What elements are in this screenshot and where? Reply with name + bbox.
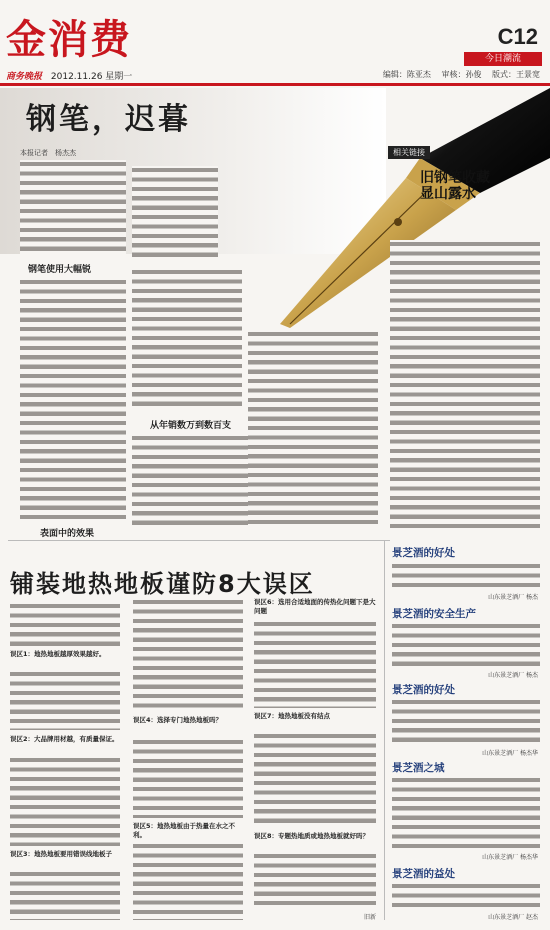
story1-column-1 <box>20 160 126 256</box>
story2-intro <box>10 602 120 646</box>
story2-q3: 误区3：地热地板要用错误线地板子 <box>10 850 113 858</box>
story2-q1: 误区1：地热地板越厚效果越好。 <box>10 650 106 658</box>
story2-a1 <box>10 670 120 730</box>
column-divider <box>384 540 385 920</box>
right-article-1-text <box>392 562 540 590</box>
story1-column-1b <box>20 278 126 522</box>
proofreader: 审核：孙俊 <box>441 70 482 79</box>
story2-q6: 误区6：选用合适地面的传热化问题下是大问题 <box>254 598 376 615</box>
story2-q2: 误区2：大品牌用材越，有质量保证。 <box>10 735 119 743</box>
sidebar-text <box>390 240 540 530</box>
story2-q8: 误区8：专题热地质或地热地板就好吗？ <box>254 832 370 840</box>
editor: 编辑：陈亚杰 <box>382 70 431 79</box>
story1-subhead-1: 钢笔使用大幅锐 <box>28 265 92 275</box>
right-article-5-title: 景芝酒的益处 <box>392 868 455 880</box>
issue-date: 2012.11.26 星期一 <box>50 72 133 82</box>
right-article-2-byline: 山东景芝酒厂 杨杰 <box>488 672 538 679</box>
section-title: 金消费 <box>6 16 132 63</box>
story2-q4: 误区4：选择专门地热地板吗？ <box>133 716 223 724</box>
story2-q7: 误区7：地热地板没有结点 <box>254 712 331 720</box>
story2-byline: 旧新 <box>363 914 376 921</box>
section-divider <box>8 540 390 541</box>
right-article-1-byline: 山东景芝酒厂 杨杰 <box>488 594 538 601</box>
right-article-4-byline: 山东景芝酒厂 杨杰华 <box>482 854 538 861</box>
right-article-5-text <box>392 882 540 908</box>
story2-q5: 误区5：地热地板由于热量在水之不利。 <box>133 822 236 839</box>
related-link-tag: 相关链接 <box>388 146 430 159</box>
right-article-3-byline: 山东景芝酒厂 杨杰华 <box>482 750 538 757</box>
story2-a2 <box>10 756 120 846</box>
right-article-3-title: 景芝酒的好处 <box>392 684 455 696</box>
story2-title: 铺装地热地板谨防8大误区 <box>10 570 315 598</box>
header-rule <box>0 83 550 86</box>
right-article-1-title: 景芝酒的好处 <box>392 547 455 559</box>
story2-a4 <box>133 738 243 818</box>
sidebar-title: 旧钢笔收藏显山露水 <box>420 170 490 202</box>
story1-closing: 表面中的效果 <box>40 529 95 539</box>
page-code: C12 <box>497 24 538 49</box>
dateline <box>6 69 132 82</box>
right-article-3-text <box>392 698 540 744</box>
story2-a6 <box>254 620 376 708</box>
story1-subhead-2: 从年销数万到数百支 <box>150 421 232 431</box>
story1-title: 钢笔，迟暮 <box>26 102 191 137</box>
right-article-2-text <box>392 622 540 668</box>
masthead <box>0 0 550 96</box>
right-article-5-byline: 山东景芝酒厂 赵杰 <box>488 914 538 921</box>
designer: 版式：王景宽 <box>492 70 540 79</box>
story2-a7 <box>254 732 376 828</box>
story1-byline: 本报记者 杨杰杰 <box>20 149 76 157</box>
editor-credits <box>383 69 540 80</box>
story1-column-2 <box>132 166 218 262</box>
section-tag: 今日潮流 <box>464 52 542 66</box>
right-article-4-text <box>392 776 540 852</box>
story2-a3 <box>10 870 120 920</box>
right-article-2-title: 景芝酒的安全生产 <box>392 608 476 620</box>
story2-column-2 <box>133 598 243 710</box>
story2-a5 <box>133 842 243 920</box>
right-article-4-title: 景芝酒之城 <box>392 762 445 774</box>
newspaper-brand: 商务晚报 <box>6 72 43 82</box>
story2-a8 <box>254 852 376 908</box>
story1-column-2b <box>132 268 242 408</box>
story1-column-3 <box>248 330 378 528</box>
